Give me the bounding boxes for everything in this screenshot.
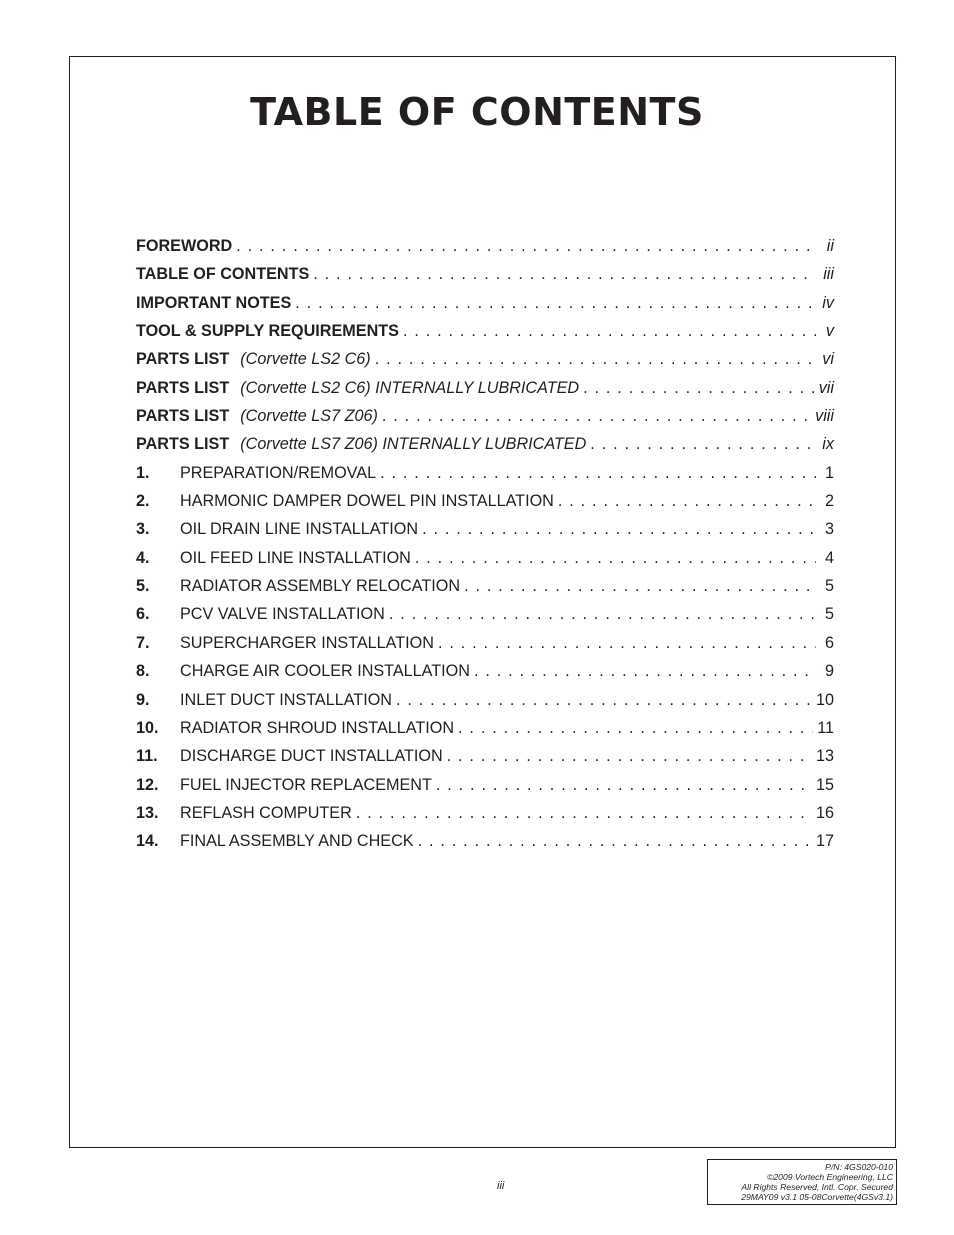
footer-copyright: ©2009 Vortech Engineering, LLC — [767, 1172, 893, 1182]
toc-section-number: 13. — [136, 803, 159, 822]
toc-section-label: RADIATOR SHROUD INSTALLATION — [180, 718, 455, 737]
leader-dots — [389, 605, 816, 624]
toc-section-label: INLET DUCT INSTALLATION — [180, 690, 392, 709]
toc-section-label: OIL DRAIN LINE INSTALLATION — [180, 520, 419, 539]
toc-entry-parts-list-ls2-lubricated[interactable] — [136, 379, 834, 407]
toc-entry-page: ii — [826, 237, 834, 255]
toc-section-page: 4 — [824, 548, 834, 567]
toc-section-label: DISCHARGE DUCT INSTALLATION — [180, 747, 443, 766]
toc-section-label: OIL FEED LINE INSTALLATION — [180, 548, 411, 567]
toc-entry-parts-list-ls7[interactable] — [136, 407, 834, 435]
toc-section-page: 5 — [824, 605, 834, 624]
leader-dots — [474, 662, 816, 681]
toc-entry-important-notes[interactable] — [136, 294, 834, 322]
leader-dots — [447, 747, 812, 766]
toc-section-8[interactable] — [136, 662, 834, 690]
footer-version: 29MAY09 v3.1 05-08Corvette(4GSv3.1) — [741, 1192, 893, 1202]
toc-section-number: 11. — [136, 747, 158, 766]
toc-entry-page: iv — [822, 293, 834, 312]
toc-section-page: 15 — [815, 775, 834, 794]
toc-section-14[interactable] — [136, 832, 834, 860]
toc-entry-subtitle: (Corvette LS2 C6) — [240, 350, 371, 369]
toc-section-label: FUEL INJECTOR REPLACEMENT — [180, 775, 432, 794]
table-of-contents — [136, 237, 834, 861]
footer-rights: All Rights Reserved, Intl. Copr. Secured — [741, 1182, 893, 1192]
leader-dots — [396, 691, 812, 710]
toc-section-number: 7. — [136, 633, 150, 652]
leader-dots — [356, 804, 812, 823]
toc-section-label: HARMONIC DAMPER DOWEL PIN INSTALLATION — [180, 492, 554, 511]
toc-section-label: PREPARATION/REMOVAL — [180, 463, 377, 482]
toc-section-label: PCV VALVE INSTALLATION — [180, 605, 385, 624]
toc-entry-label: TOOL & SUPPLY REQUIREMENTS — [136, 322, 399, 341]
toc-section-13[interactable] — [136, 804, 834, 832]
toc-section-number: 3. — [136, 520, 150, 539]
toc-entry-subtitle: (Corvette LS7 Z06) — [240, 407, 378, 426]
leader-dots — [382, 407, 811, 426]
toc-entry-subtitle: (Corvette LS7 Z06) INTERNALLY LUBRICATED — [240, 435, 587, 454]
leader-dots — [458, 719, 813, 738]
leader-dots — [403, 322, 816, 341]
leader-dots — [415, 549, 816, 568]
toc-section-10[interactable] — [136, 719, 834, 747]
toc-entry-label: PARTS LIST — [136, 435, 230, 454]
leader-dots — [236, 237, 816, 256]
toc-section-number: 9. — [136, 690, 150, 709]
leader-dots — [418, 832, 812, 851]
leader-dots — [464, 577, 816, 596]
toc-section-number: 1. — [136, 463, 150, 482]
page-title: TABLE OF CONTENTS — [250, 90, 704, 134]
leader-dots — [295, 294, 816, 313]
toc-entry-label: PARTS LIST — [136, 378, 230, 397]
toc-section-page: 17 — [815, 832, 834, 851]
leader-dots — [375, 350, 816, 369]
toc-section-number: 2. — [136, 492, 150, 511]
leader-dots — [438, 634, 816, 653]
leader-dots — [590, 435, 816, 454]
toc-section-number: 10. — [136, 718, 159, 737]
leader-dots — [380, 464, 816, 483]
toc-section-page: 13 — [815, 747, 834, 766]
leader-dots — [313, 265, 816, 284]
toc-section-3[interactable] — [136, 520, 834, 548]
toc-entry-label: PARTS LIST — [136, 407, 230, 426]
toc-section-9[interactable] — [136, 691, 834, 719]
toc-entry-foreword[interactable] — [136, 237, 834, 265]
toc-entry-label: IMPORTANT NOTES — [136, 293, 292, 312]
toc-entry-page: ix — [822, 435, 834, 454]
toc-section-page: 5 — [824, 577, 834, 596]
toc-section-label: SUPERCHARGER INSTALLATION — [180, 633, 434, 652]
toc-entry-subtitle: (Corvette LS2 C6) INTERNALLY LUBRICATED — [240, 378, 580, 397]
toc-section-page: 1 — [824, 463, 834, 482]
footer-page-number: iii — [497, 1180, 505, 1192]
toc-entry-table-of-contents[interactable] — [136, 265, 834, 293]
toc-section-label: RADIATOR ASSEMBLY RELOCATION — [180, 577, 461, 596]
toc-section-4[interactable] — [136, 549, 834, 577]
toc-section-page: 11 — [817, 718, 834, 737]
toc-entry-label: FOREWORD — [136, 237, 233, 255]
footer-part-number: P/N: 4GS020-010 — [825, 1162, 893, 1172]
toc-entry-parts-list-ls7-lubricated[interactable] — [136, 435, 834, 463]
toc-entry-label: PARTS LIST — [136, 350, 230, 369]
toc-section-page: 6 — [824, 633, 834, 652]
leader-dots — [583, 379, 815, 398]
toc-entry-page: v — [825, 322, 834, 341]
toc-section-page: 10 — [815, 690, 834, 709]
toc-section-2[interactable] — [136, 492, 834, 520]
toc-section-page: 2 — [824, 492, 834, 511]
toc-section-label: FINAL ASSEMBLY AND CHECK — [180, 832, 414, 851]
toc-entry-page: vi — [822, 350, 834, 369]
leader-dots — [436, 776, 812, 795]
toc-section-number: 8. — [136, 662, 150, 681]
toc-section-12[interactable] — [136, 776, 834, 804]
leader-dots — [558, 492, 816, 511]
toc-section-number: 4. — [136, 548, 150, 567]
toc-section-label: REFLASH COMPUTER — [180, 803, 352, 822]
toc-section-11[interactable] — [136, 747, 834, 775]
toc-entry-label: TABLE OF CONTENTS — [136, 265, 310, 284]
toc-entry-page: iii — [823, 265, 834, 284]
toc-section-number: 12. — [136, 775, 159, 794]
toc-section-page: 16 — [815, 803, 834, 822]
footer-info-box — [707, 1159, 897, 1205]
toc-section-5[interactable] — [136, 577, 834, 605]
leader-dots — [422, 520, 816, 539]
toc-entry-tool-supply[interactable] — [136, 322, 834, 350]
toc-section-page: 3 — [824, 520, 834, 539]
toc-section-page: 9 — [824, 662, 834, 681]
toc-entry-page: viii — [815, 407, 834, 426]
toc-section-1[interactable] — [136, 464, 834, 492]
toc-section-number: 14. — [136, 832, 159, 851]
toc-section-number: 6. — [136, 605, 150, 624]
toc-section-label: CHARGE AIR COOLER INSTALLATION — [180, 662, 470, 681]
toc-section-6[interactable] — [136, 605, 834, 633]
toc-entry-page: vii — [818, 378, 834, 397]
toc-section-number: 5. — [136, 577, 150, 596]
toc-entry-parts-list-ls2[interactable] — [136, 350, 834, 378]
toc-section-7[interactable] — [136, 634, 834, 662]
